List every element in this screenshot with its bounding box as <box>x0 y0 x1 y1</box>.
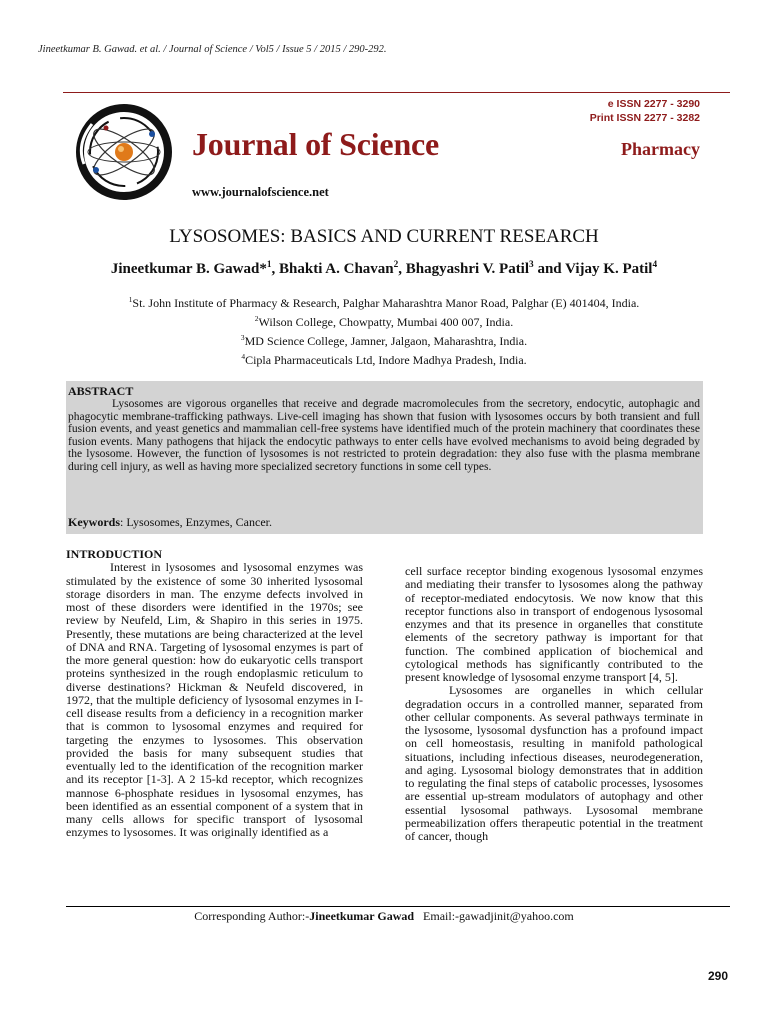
paragraph: cell surface receptor binding exogenous lysosomal enzymes and mediating their transfer to lysosomes along the pathway of receptor-mediated endocytosis. We now know that this receptor functions also in transport of endogenous lysosomal enzymes and that its presence in organelles that constitute elements of the secretory pathway is important for that function. The combined application of biochemical and cytological methods has significantly contributed to the present knowledge of lysosomal enzyme transport [4, 5]. <box>405 564 703 684</box>
corresponding-email: Email:-gawadjinit@yahoo.com <box>423 909 574 923</box>
corresponding-author: Corresponding Author:-Jineetkumar Gawad Email:-gawadjinit@yahoo.com <box>194 909 574 923</box>
paragraph: Lysosomes are organelles in which cellular degradation occurs in a controlled manner, separated from other cellular components. As several pathways terminate in the lysosome, lysosomal dysfunction has a profound impact on cell homeostasis, resulting in manifold pathological situations, including infectious diseases, neurodegeneration, and aging. Lysosomal biology demonstrates that in addition to regulating the final steps of catabolic processes, lysosomes are essential up-stream modulators of autophagy and other essential lysosomal pathways. Lysosomal membrane permeabilization offers therapeutic potential in the treatment of cancer, though <box>405 683 703 843</box>
header-rule <box>63 92 730 93</box>
section-heading-introduction: INTRODUCTION <box>66 547 163 561</box>
author: Vijay K. Patil <box>565 261 653 277</box>
affiliation: $^3$MD Science College, Jamner, Jalgaon, Maharashtra, India. <box>240 333 528 348</box>
affiliation: $^1$St. John Institute of Pharmacy & Research, Palghar Maharashtra Manor Road, Palghar (E) 401404, India. <box>128 295 640 310</box>
e-issn: e ISSN 2277 - 3290 <box>607 98 700 110</box>
page-number: 290 <box>707 969 728 983</box>
abstract-text: Lysosomes are vigorous organelles that receive and degrade macromolecules from the secretory, endocytic, autophagic and phagocytic membrane-trafficking pathways. Live-cell imaging has shown that fusion with lysosomes occurs by both transient and full fusion events, and yeast genetics and mammalian cell-free systems have identified much of the protein machinery that coordinates these fusion events. Many pathogens that hijack the endocytic pathways to enter cells have evolved mechanisms to avoid being degraded by the lysosome. However, the function of lysosomes is not restricted to protein degradation: they also fuse with the plasma membrane during cell injury, as well as having more specialized secretory functions in some cell types. <box>68 398 700 473</box>
abstract-box <box>66 381 703 534</box>
author: Jineetkumar B. Gawad* <box>110 261 267 277</box>
section-tag: Pharmacy <box>621 139 700 159</box>
affiliation: $^2$Wilson College, Chowpatty, Mumbai 400 007, India. <box>254 314 514 329</box>
affiliation: $^4$Cipla Pharmaceuticals Ltd, Indore Madhya Pradesh, India. <box>241 352 527 367</box>
journal-title: Journal of Science <box>192 126 440 162</box>
affiliations <box>0 292 768 368</box>
footer-rule <box>66 906 730 907</box>
print-issn: Print ISSN 2277 - 3282 <box>589 112 700 124</box>
abstract-heading: ABSTRACT <box>68 384 134 398</box>
author: Bhakti A. Chavan <box>279 261 394 277</box>
body-column-left <box>66 548 363 840</box>
journal-logo-icon <box>66 104 182 200</box>
corresponding-author-name: Jineetkumar Gawad <box>309 909 415 923</box>
author-list: Jineetkumar B. Gawad*$^1$, Bhakti A. Chavan$^2$, Bhagyashri V. Patil$^3$ and Vijay K. Patil$^4$ <box>110 260 658 277</box>
body-column-right <box>405 565 703 843</box>
keywords: Keywords: Lysosomes, Enzymes, Cancer. <box>68 515 272 529</box>
paper-title: LYSOSOMES: BASICS AND CURRENT RESEARCH <box>169 226 599 247</box>
paragraph: Interest in lysosomes and lysosomal enzymes was stimulated by the existence of some 30 inherited lysosomal storage disorders in man. The enzyme defects involved in most of these disorders were identified in the 1970s; see review by Neufeld, Lim, & Shapiro in this series in 1975. Presently, these mutations are being characterized at the level of DNA and RNA. Targeting of lysosomal enzymes is part of the more general question: how do eukaryotic cells transport proteins synthesized in the rough endoplasmic reticulum to diverse destinations? Hickman & Neufeld discovered, in 1972, that the multiple deficiency of lysosomal enzymes in I-cell disease results from a deficiency in a recognition marker that is common to lysosomal enzymes and required for targeting the enzymes to lysosomes. This observation provided the basis for many subsequent studies that eventually led to the identification of the recognition marker and its receptor [1-3]. A 2 15-kd receptor, which recognizes mannose 6-phosphate residues in lysosomal enzymes, has been identified as an essential component of a system that in many cells allows for specific transport of lysosomal enzymes to lysosomes. It was originally identified as a <box>66 560 363 840</box>
running-citation: Jineetkumar B. Gawad. et al. / Journal of Science / Vol5 / Issue 5 / 2015 / 290-292. <box>38 44 387 55</box>
journal-website: www.journalofscience.net <box>192 185 329 199</box>
author: Bhagyashri V. Patil <box>405 261 530 277</box>
